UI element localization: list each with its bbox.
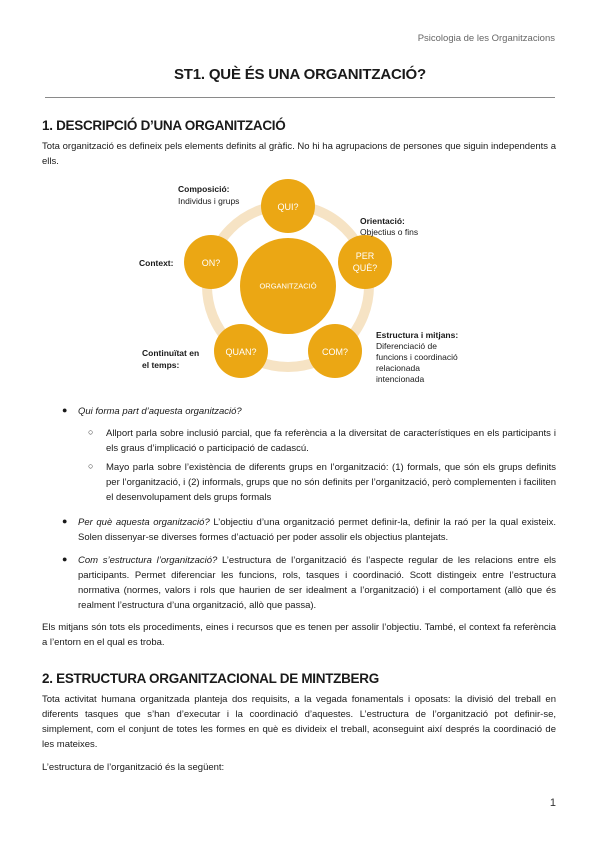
node-com-label: COM?	[321, 347, 349, 357]
bullet-qui-question: Qui forma part d’aquesta organització?	[78, 406, 242, 417]
node-com	[308, 324, 362, 378]
mitjans-paragraph: Els mitjans són tots els procediments, eines i recursos que es tenen per assolir l’objectiu. També, el context fa referència a l’entorn en el qual es troba.	[42, 622, 556, 648]
node-qui	[261, 179, 315, 233]
bullet-perque	[78, 515, 556, 545]
running-header: Psicologia de les Organitzacions	[417, 33, 555, 44]
bullet-perque-question: Per què aquesta organització?	[78, 517, 210, 528]
bullet-qui-mayo: Mayo parla sobre l’existència de diferents grups en l’organització: (1) formals, que són els grups definits per l’organització, i (2) informals, grups que no són definits per l’organització, però complementen i faciliten el desenvolupament dels grups formals	[106, 462, 556, 503]
label-composicio-title: Composició:	[178, 184, 230, 194]
node-quan	[214, 324, 268, 378]
label-estructura-line-4: intencionada	[376, 374, 425, 384]
bullet-qui-allport: Allport parla sobre inclusió parcial, que fa referència a la diversitat de característiques en els participants i els graus d’implicació o participació de cadascú.	[106, 428, 556, 454]
node-on	[184, 235, 238, 289]
organization-diagram	[130, 178, 510, 390]
node-on-label: ON?	[201, 258, 221, 268]
page-number: 1	[549, 797, 556, 809]
label-orientacio-title: Orientació:	[360, 216, 405, 226]
sub-bullet-circle: ○	[88, 461, 94, 471]
section-1-intro: Tota organització es defineix pels elements definits al gràfic. No hi ha agrupacions de persones que siguin independents a ells.	[42, 141, 556, 167]
label-orientacio-text: Objectius o fins	[360, 227, 419, 237]
document-title: ST1. QUÈ ÉS UNA ORGANITZACIÓ?	[174, 66, 426, 83]
label-context-title: Context:	[139, 258, 174, 268]
label-estructura-line-2: funcions i coordinació	[376, 352, 458, 362]
title-divider	[45, 97, 555, 98]
bullet-dot: ●	[62, 405, 68, 415]
node-perque	[338, 235, 392, 289]
section-2-heading: 2. ESTRUCTURA ORGANITZACIONAL DE MINTZBERG	[42, 671, 379, 686]
bullet-dot: ●	[62, 554, 68, 564]
bullet-dot: ●	[62, 516, 68, 526]
label-estructura-line-3: relacionada	[376, 363, 420, 373]
label-estructura-title: Estructura i mitjans:	[376, 330, 459, 340]
bullet-com-question: Com s’estructura l’organització?	[78, 555, 218, 566]
bullet-com-text: L’estructura de l’organització és l’aspecte regular de les relacions entre els participants. Permet diferenciar les funcions, rols, tasques i coordinació. Scott distingeix entre l’estructura normativa (normes, valors i rols que haurien de ser idealment a l’organització) i el comportament (allò que és realment l’estructura d’una organització, allò que passa).	[78, 555, 556, 611]
center-label: ORGANITZACIÓ	[259, 281, 317, 291]
bullet-perque-text: L’objectiu d’una organització permet definir-la, definir la raó per la qual existeix. Solen dissenyar-se diverses formes d’actuació per poder assolir els objectius plantejats.	[78, 517, 556, 543]
node-qui-label: QUI?	[277, 202, 299, 212]
node-quan-label: QUAN?	[225, 347, 257, 357]
label-estructura-line-1: Diferenciació de	[376, 341, 437, 351]
label-composicio-text: Individus i grups	[178, 196, 240, 206]
section-2-lead: L’estructura de l’organització és la següent:	[42, 762, 225, 773]
section-2-paragraph: Tota activitat humana organitzada planteja dos requisits, a la vegada fonamentals i oposats: la divisió del treball en diferents tasques que s’han d’executar i la coordinació d’aquestes. L’estructura de l’organització pot definir-se, simplement, com el conjunt de totes les formes en què es divideix el treball, aconseguint així després la coordinació de les mateixes.	[42, 694, 556, 750]
label-continuitat-line-1: Continuïtat en	[142, 348, 200, 358]
sub-bullet-circle: ○	[88, 427, 94, 437]
node-perque-label-1: PER	[355, 251, 375, 261]
section-1-heading: 1. DESCRIPCIÓ D’UNA ORGANITZACIÓ	[42, 118, 286, 133]
label-continuitat-line-2: el temps:	[142, 360, 180, 370]
node-perque-label-2: QUÈ?	[352, 263, 378, 273]
bullet-com	[78, 553, 556, 613]
